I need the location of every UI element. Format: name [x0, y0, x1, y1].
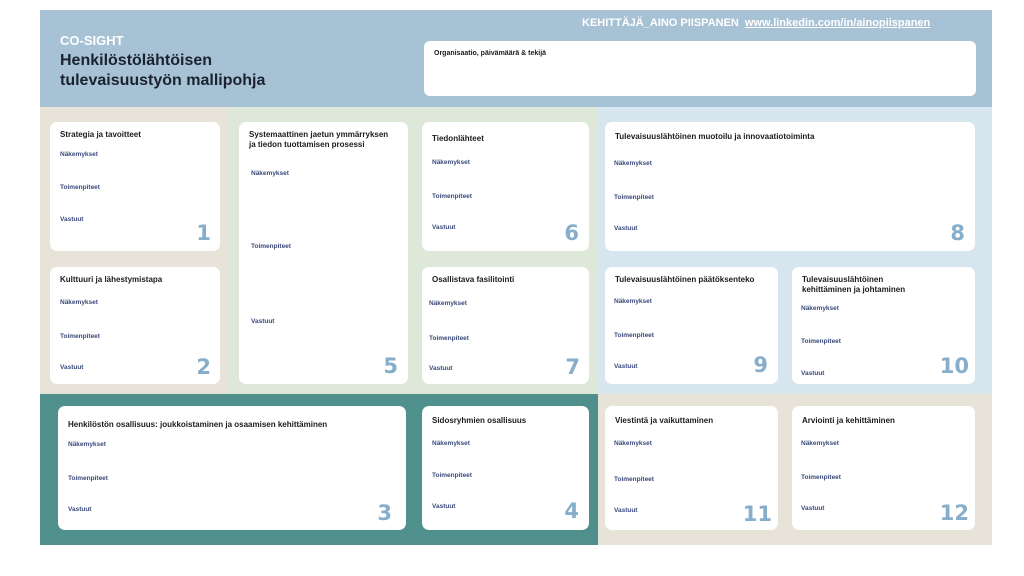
card-development-leadership[interactable]	[792, 267, 975, 384]
actions-label: Toimenpiteet	[614, 194, 654, 201]
insights-label: Näkemykset	[432, 159, 470, 166]
card-number: 7	[565, 355, 580, 379]
actions-label: Toimenpiteet	[801, 338, 841, 345]
linkedin-link[interactable]: www.linkedin.com/in/ainopiispanen	[744, 17, 931, 29]
actions-label: Toimenpiteet	[68, 475, 108, 482]
card-title-line2: ja tiedon tuottamisen prosessi	[249, 140, 365, 149]
card-title: Henkilöstön osallisuus: joukkoistaminen ja osaamisen kehittäminen	[68, 420, 328, 429]
card-number: 9	[753, 353, 768, 377]
card-evaluation[interactable]	[792, 406, 975, 530]
insights-label: Näkemykset	[68, 441, 106, 448]
responsibilities-label: Vastuut	[429, 365, 453, 372]
actions-label: Toimenpiteet	[432, 193, 472, 200]
card-communication[interactable]	[605, 406, 778, 530]
app-name: CO-SIGHT	[60, 33, 124, 48]
page-title-line2: tulevaisuustyön mallipohja	[60, 72, 266, 89]
insights-label: Näkemykset	[251, 170, 289, 177]
card-title-line1: Tulevaisuuslähtöinen	[802, 275, 884, 284]
card-number: 1	[196, 221, 211, 245]
responsibilities-label: Vastuut	[614, 507, 638, 514]
card-number: 3	[377, 501, 392, 525]
page-title-line1: Henkilöstölähtöisen	[60, 52, 213, 69]
org-info-box[interactable]	[424, 41, 976, 96]
responsibilities-label: Vastuut	[68, 506, 92, 513]
responsibilities-label: Vastuut	[614, 225, 638, 232]
org-info-label: Organisaatio, päivämäärä & tekijä	[434, 50, 547, 57]
card-number: 6	[564, 221, 579, 245]
card-title: Tiedonlähteet	[432, 134, 484, 143]
insights-label: Näkemykset	[801, 440, 839, 447]
card-shared-understanding[interactable]	[239, 122, 408, 384]
card-number: 10	[939, 354, 969, 378]
card-staff-participation[interactable]	[58, 406, 406, 530]
actions-label: Toimenpiteet	[801, 474, 841, 481]
card-facilitation[interactable]	[422, 267, 589, 384]
actions-label: Toimenpiteet	[432, 472, 472, 479]
responsibilities-label: Vastuut	[432, 224, 456, 231]
card-title: Strategia ja tavoitteet	[60, 130, 141, 139]
insights-label: Näkemykset	[60, 299, 98, 306]
actions-label: Toimenpiteet	[614, 476, 654, 483]
responsibilities-label: Vastuut	[251, 318, 275, 325]
author-name: KEHITTÄJÄ_AINO PIISPANEN	[582, 17, 739, 29]
card-number: 8	[950, 221, 965, 245]
card-strategy[interactable]	[50, 122, 220, 251]
card-number: 5	[383, 354, 398, 378]
insights-label: Näkemykset	[429, 300, 467, 307]
card-culture[interactable]	[50, 267, 220, 384]
actions-label: Toimenpiteet	[429, 335, 469, 342]
responsibilities-label: Vastuut	[801, 370, 825, 377]
card-title: Arviointi ja kehittäminen	[802, 416, 895, 425]
card-title: Viestintä ja vaikuttaminen	[615, 416, 714, 425]
author-credit	[582, 17, 930, 29]
card-number: 2	[196, 355, 211, 379]
responsibilities-label: Vastuut	[60, 364, 84, 371]
card-title: Osallistava fasilitointi	[432, 275, 515, 284]
insights-label: Näkemykset	[614, 160, 652, 167]
insights-label: Näkemykset	[614, 440, 652, 447]
card-title: Tulevaisuuslähtöinen päätöksenteko	[615, 275, 755, 284]
actions-label: Toimenpiteet	[60, 184, 100, 191]
insights-label: Näkemykset	[432, 440, 470, 447]
card-stakeholders[interactable]	[422, 406, 589, 530]
card-title: Kulttuuri ja lähestymistapa	[60, 275, 163, 284]
card-number: 4	[564, 499, 579, 523]
card-decision-making[interactable]	[605, 267, 778, 384]
card-info-sources[interactable]	[422, 122, 589, 251]
card-number: 12	[939, 501, 969, 525]
card-title: Tulevaisuuslähtöinen muotoilu ja innovaatiotoiminta	[615, 132, 815, 141]
responsibilities-label: Vastuut	[60, 216, 84, 223]
card-title: Sidosryhmien osallisuus	[432, 416, 527, 425]
card-title-line2: kehittäminen ja johtaminen	[802, 285, 906, 294]
card-design-innovation[interactable]	[605, 122, 975, 251]
actions-label: Toimenpiteet	[614, 332, 654, 339]
responsibilities-label: Vastuut	[801, 505, 825, 512]
actions-label: Toimenpiteet	[60, 333, 100, 340]
card-title-line1: Systemaattinen jaetun ymmärryksen	[249, 130, 389, 139]
insights-label: Näkemykset	[801, 305, 839, 312]
insights-label: Näkemykset	[614, 298, 652, 305]
responsibilities-label: Vastuut	[432, 503, 456, 510]
actions-label: Toimenpiteet	[251, 243, 291, 250]
responsibilities-label: Vastuut	[614, 363, 638, 370]
insights-label: Näkemykset	[60, 151, 98, 158]
card-number: 11	[742, 502, 772, 526]
